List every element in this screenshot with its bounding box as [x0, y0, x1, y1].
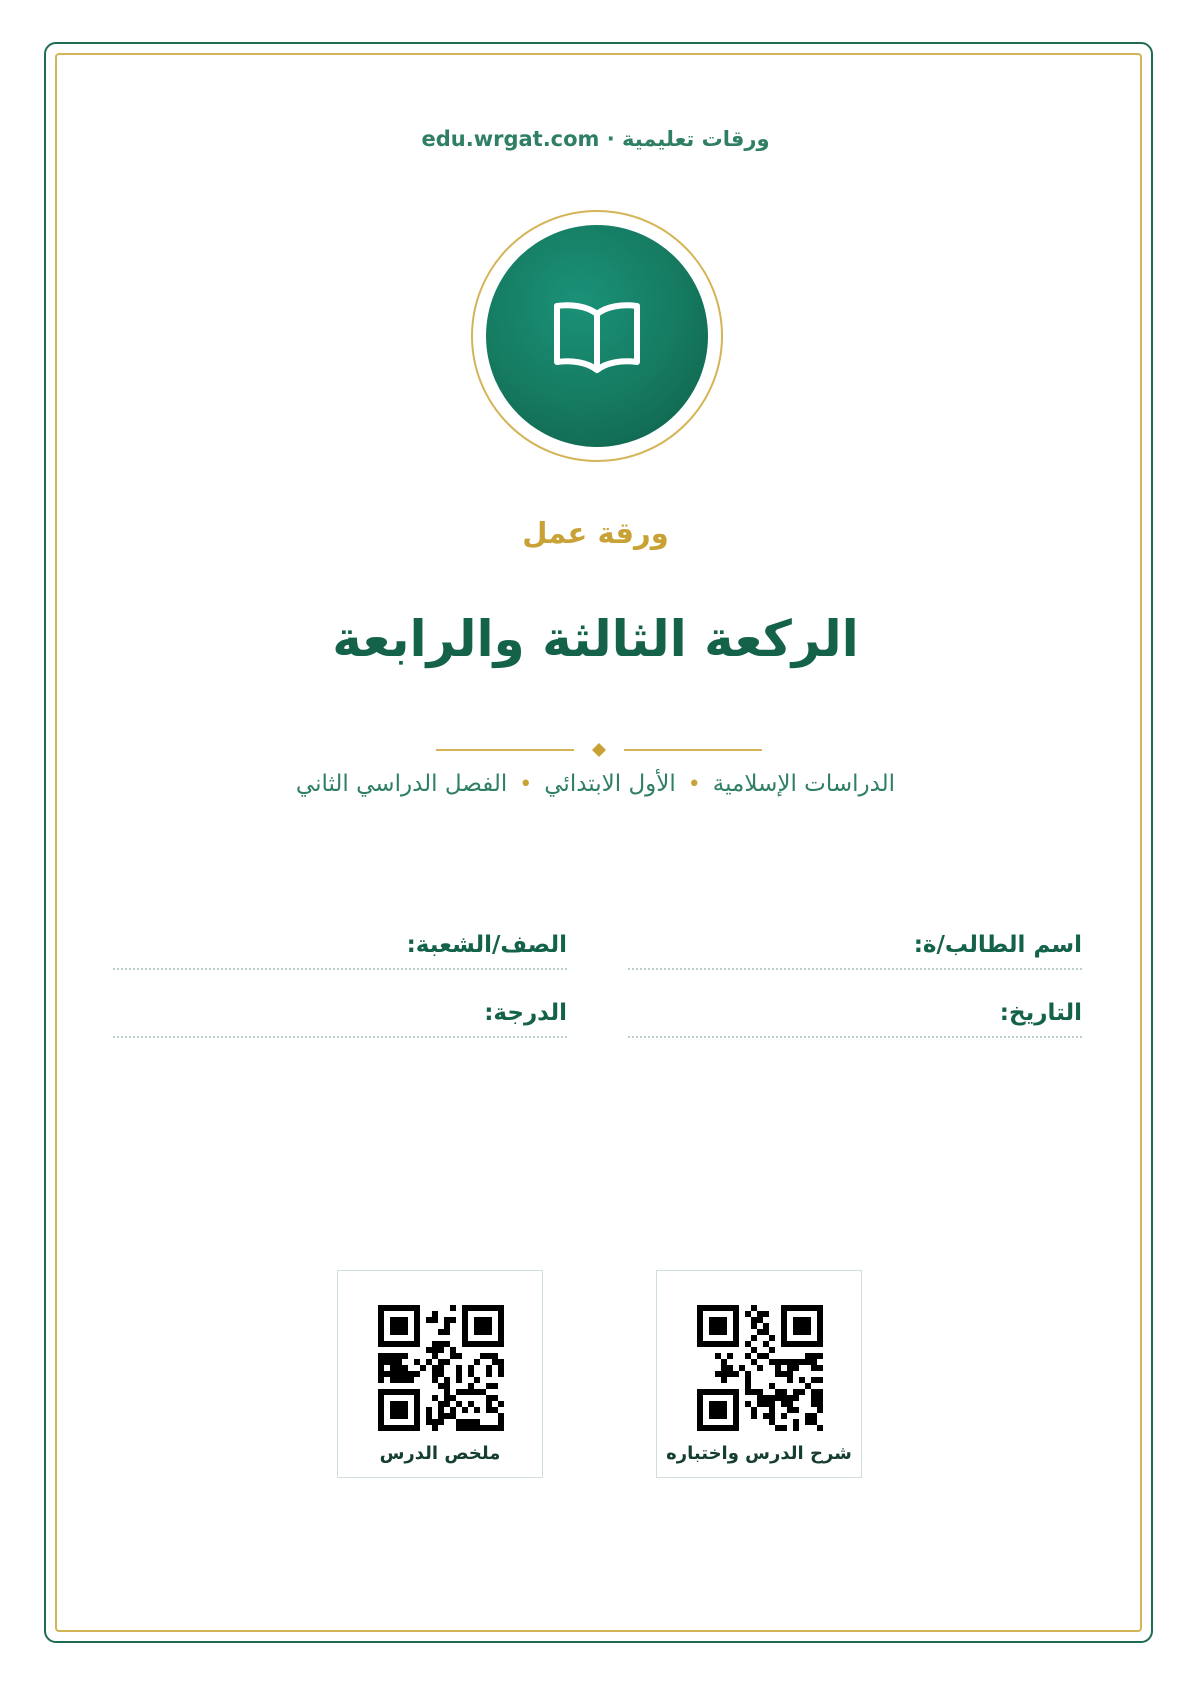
worksheet-kicker: ورقة عمل — [522, 516, 669, 550]
meta-separator: • — [519, 772, 533, 797]
site-line: ورقات تعليمية · edu.wrgat.com — [421, 127, 770, 151]
qr-label: ملخص الدرس — [379, 1443, 501, 1464]
class-section-field[interactable] — [113, 930, 567, 970]
qr-code-icon — [697, 1305, 823, 1431]
meta-subject: الدراسات الإسلامية — [712, 771, 896, 797]
meta-term: الفصل الدراسي الثاني — [295, 771, 508, 797]
worksheet-meta — [0, 771, 1191, 797]
grade-label: الدرجة: — [484, 1000, 567, 1026]
meta-grade: الأول الابتدائي — [544, 771, 676, 797]
qr-card-lesson-explanation[interactable] — [656, 1270, 862, 1478]
meta-separator: • — [687, 772, 701, 797]
student-name-label: اسم الطالب/ة: — [913, 932, 1082, 958]
worksheet-title: الركعة الثالثة والرابعة — [332, 610, 859, 668]
grade-field[interactable] — [113, 998, 567, 1038]
emblem-badge — [486, 225, 708, 447]
qr-code-icon — [378, 1305, 504, 1431]
class-section-label: الصف/الشعبة: — [406, 932, 567, 958]
student-name-field[interactable] — [628, 930, 1082, 970]
qr-card-lesson-summary[interactable] — [337, 1270, 543, 1478]
date-field[interactable] — [628, 998, 1082, 1038]
qr-label: شرح الدرس واختباره — [666, 1443, 852, 1464]
open-book-icon — [549, 296, 645, 376]
date-label: التاريخ: — [999, 1000, 1082, 1026]
ornament-divider — [0, 740, 1191, 760]
